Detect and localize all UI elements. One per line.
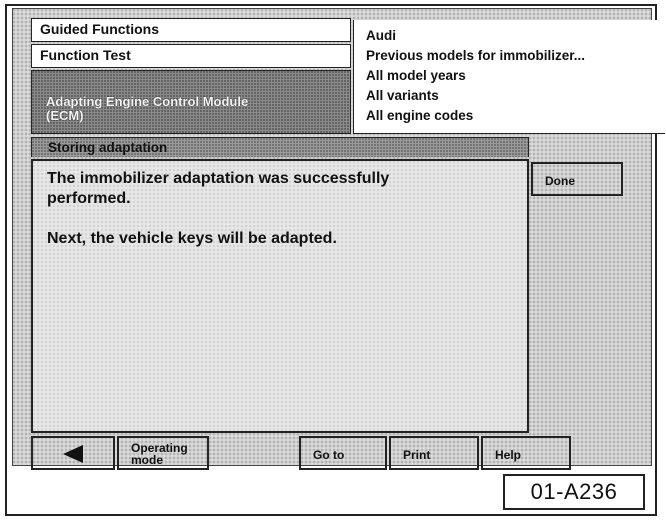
module-title-line2: (ECM) xyxy=(46,108,84,123)
help-button[interactable]: Help xyxy=(481,436,571,470)
message-line1: The immobilizer adaptation was successfully xyxy=(47,170,390,187)
go-to-button[interactable]: Go to xyxy=(299,436,387,470)
print-button[interactable]: Print xyxy=(389,436,479,470)
operating-mode-button[interactable] xyxy=(117,436,209,470)
message-panel xyxy=(31,159,529,433)
section-title: Storing adaptation xyxy=(31,137,529,157)
operating-mode-label-line1: Operating xyxy=(131,441,188,455)
vehicle-make: Audi xyxy=(366,28,396,43)
left-triangle-icon xyxy=(61,444,85,464)
message-text xyxy=(47,169,515,209)
back-button[interactable] xyxy=(31,436,115,470)
tester-screen xyxy=(12,8,652,466)
function-test-label: Function Test xyxy=(31,44,351,68)
vehicle-engine-codes: All engine codes xyxy=(366,108,474,123)
operating-mode-label-line2: mode xyxy=(131,453,164,467)
vehicle-model-years: All model years xyxy=(366,68,466,83)
message-next-step: Next, the vehicle keys will be adapted. xyxy=(47,230,337,247)
guided-functions-label: Guided Functions xyxy=(31,18,351,42)
vehicle-info-panel xyxy=(353,20,665,134)
message-line2: performed. xyxy=(47,190,131,207)
module-title xyxy=(31,70,351,134)
module-title-line1: Adapting Engine Control Module xyxy=(46,94,249,109)
vehicle-variants: All variants xyxy=(366,88,439,103)
vehicle-model: Previous models for immobilizer... xyxy=(366,48,586,63)
figure-id-label: 01-A236 xyxy=(503,474,645,510)
done-button[interactable]: Done xyxy=(531,162,623,196)
